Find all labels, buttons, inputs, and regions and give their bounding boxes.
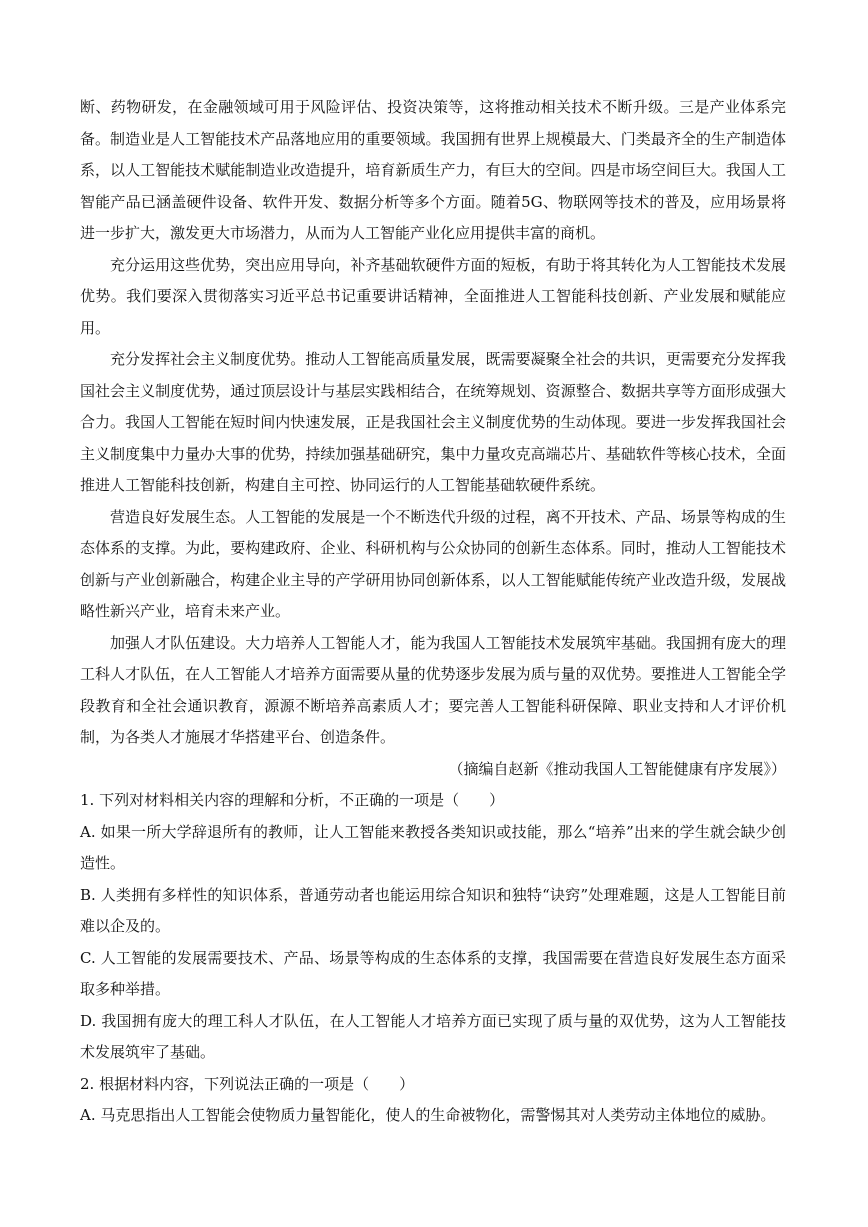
article-source: （摘编自赵新《推动我国人工智能健康有序发展》）	[448, 759, 786, 778]
question-1-option-c: C. 人工智能的发展需要技术、产品、场景等构成的生态体系的支撑，我国需要在营造良好发展生态方面采取多种举措。	[80, 948, 786, 998]
article-paragraph: 营造良好发展生态。人工智能的发展是一个不断迭代升级的过程，离不开技术、产品、场景等构成的生态体系的支撑。为此，要构建政府、企业、科研机构与公众协同的创新生态体系。同时，推动人工智能技术创新与产业创新融合，构建企业主导的产学研用协同创新体系，以人工智能赋能传统产业改造升级，发展战略性新兴产业，培育未来产业。	[80, 507, 786, 620]
article-paragraph-continued: 断、药物研发，在金融领域可用于风险评估、投资决策等，这将推动相关技术不断升级。三是产业体系完备。制造业是人工智能技术产品落地应用的重要领域。我国拥有世界上规模最大、门类最齐全的生产制造体系，以人工智能技术赋能制造业改造提升，培育新质生产力，有巨大的空间。四是市场空间巨大。我国人工智能产品已涵盖硬件设备、软件开发、数据分析等多个方面。随着5G、物联网等技术的普及，应用场景将进一步扩大，激发更大市场潜力，从而为人工智能产业化应用提供丰富的商机。	[80, 98, 786, 242]
question-2-option-a: A. 马克思指出人工智能会使物质力量智能化，使人的生命被物化，需警惕其对人类劳动主体地位的威胁。	[80, 1106, 776, 1124]
article-paragraph: 充分运用这些优势，突出应用导向，补齐基础软硬件方面的短板，有助于将其转化为人工智能技术发展优势。我们要深入贯彻落实习近平总书记重要讲话精神，全面推进人工智能科技创新、产业发展和赋能应用。	[80, 255, 786, 337]
article-paragraph: 充分发挥社会主义制度优势。推动人工智能高质量发展，既需要凝聚全社会的共识，更需要充分发挥我国社会主义制度优势，通过顶层设计与基层实践相结合，在统筹规划、资源整合、数据共享等方面形成强大合力。我国人工智能在短时间内快速发展，正是我国社会主义制度优势的生动体现。要进一步发挥我国社会主义制度集中力量办大事的优势，持续加强基础研究，集中力量攻克高端芯片、基础软件等核心技术，全面推进人工智能科技创新，构建自主可控、协同运行的人工智能基础软硬件系统。	[80, 350, 786, 494]
question-1-option-b: B. 人类拥有多样性的知识体系，普通劳动者也能运用综合知识和独特“诀窍”处理难题，这是人工智能目前难以企及的。	[80, 885, 786, 935]
article-paragraph: 加强人才队伍建设。大力培养人工智能人才，能为我国人工智能技术发展筑牢基础。我国拥有庞大的理工科人才队伍，在人工智能人才培养方面需要从量的优势逐步发展为质与量的双优势。要推进人工智能全学段教育和全社会通识教育，源源不断培养高素质人才；要完善人工智能科研保障、职业支持和人才评价机制，为各类人才施展才华搭建平台、创造条件。	[80, 633, 786, 746]
question-1-stem: 1. 下列对材料相关内容的理解和分析，不正确的一项是（ ）	[80, 791, 505, 809]
question-1-option-d: D. 我国拥有庞大的理工科人才队伍，在人工智能人才培养方面已实现了质与量的双优势，这为人工智能技术发展筑牢了基础。	[80, 1011, 786, 1061]
article-body	[80, 92, 786, 1132]
question-2-stem: 2. 根据材料内容，下列说法正确的一项是（ ）	[80, 1074, 415, 1093]
question-1-option-a: A. 如果一所大学辞退所有的教师，让人工智能来教授各类知识或技能，那么“培养”出来的学生就会缺少创造性。	[80, 822, 786, 872]
